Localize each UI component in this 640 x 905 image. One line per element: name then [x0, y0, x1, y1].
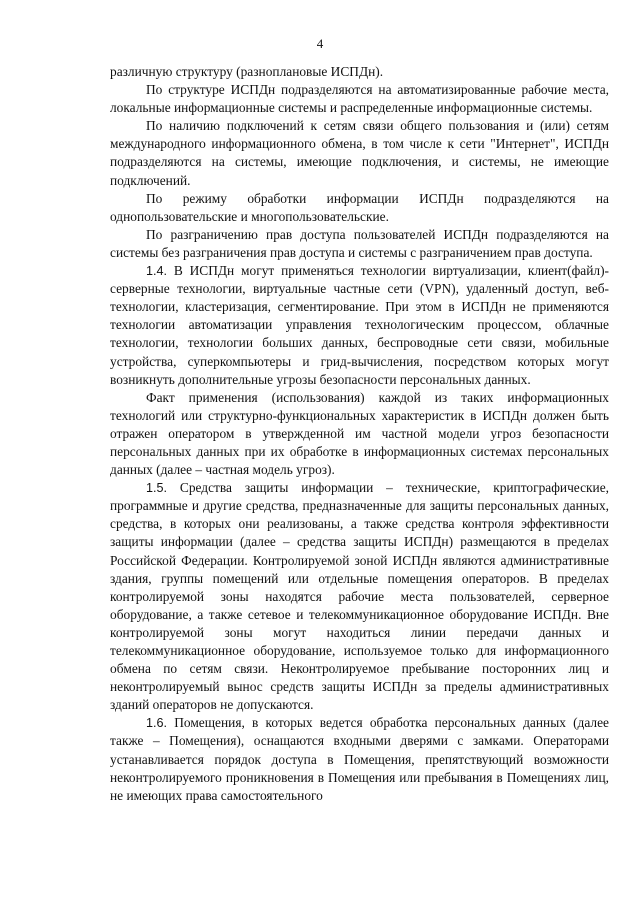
section-number: 1.4. — [146, 264, 168, 279]
paragraph — [110, 190, 609, 226]
section-paragraph — [110, 714, 609, 804]
paragraph — [110, 81, 609, 117]
paragraph — [110, 389, 609, 479]
paragraph-text: В ИСПДн могут применяться технологии виртуализации, клиент(файл)-серверные технологии, виртуальные частные сети (VPN), удаленный доступ, веб-технологии, кластеризация, сегментирование. При этом в ИСПДн не применяются технологии автоматизации управления технологическим процессом, облачные технологии, технологии больших данных, беспроводные сети связи, мобильные устройства, суперкомпьютеры и грид-вычисления, посредством которых могут возникнуть дополнительные угрозы безопасности персональных данных. — [110, 263, 609, 387]
paragraph-text: По режиму обработки информации ИСПДн подразделяются на однопользовательские и многопользовательские. — [110, 190, 609, 224]
paragraph-text: По структуре ИСПДн подразделяются на автоматизированные рабочие места, локальные информационные системы и распределенные информационные системы. — [110, 82, 609, 116]
page-number: 4 — [316, 36, 324, 51]
paragraph-text: По наличию подключений к сетям связи общего пользования и (или) сетям международного информационного обмена, в том числе к сети "Интернет", ИСПДн подразделяются на системы, имеющие подключения, и системы, не имеющие подключений. — [110, 118, 609, 188]
section-number: 1.6. — [146, 716, 168, 731]
paragraph-text: По разграничению прав доступа пользователей ИСПДн подразделяются на системы без разграничения прав доступа и системы с разграничением прав доступа. — [110, 226, 609, 260]
section-paragraph — [110, 479, 609, 714]
document-body — [110, 63, 609, 805]
paragraph-text: различную структуру (разноплановые ИСПДн). — [110, 64, 384, 79]
paragraph — [110, 226, 609, 262]
paragraph-text: Помещения, в которых ведется обработка персональных данных (далее также – Помещения), оснащаются входными дверями с замками. Операторами устанавливается порядок доступа в Помещения, препятствующий возможности неконтролируемого проникновения в Помещения или пребывания в Помещениях лиц, не имеющих права самостоятельного — [110, 715, 609, 803]
paragraph — [110, 117, 609, 189]
section-paragraph — [110, 262, 609, 389]
paragraph — [110, 63, 609, 81]
paragraph-text: Факт применения (использования) каждой из таких информационных технологий или структурно-функциональных характеристик в ИСПДн должен быть отражен оператором в утвержденной им частной модели угроз безопасности персональных данных при их обработке в информационных системах персональных данных (далее – частная модель угроз). — [110, 389, 609, 478]
section-number: 1.5. — [146, 481, 168, 496]
paragraph-text: Средства защиты информации – технические, криптографические, программные и другие средства, предназначенные для защиты персональных данных, средства, в которых они реализованы, а также средства контроля эффективности защиты информации (далее – средства защиты ИСПДн) размещаются в пределах Российской Федерации. Контролируемой зоной ИСПДн являются административные здания, группы помещений или отдельные помещения операторов. В пределах контролируемой зоны находятся рабочие места пользователей, серверное оборудование, а также сетевое и телекоммуникационное оборудование ИСПДн. Вне контролируемой зоны могут находиться линии передачи данных и телекоммуникационное оборудование, используемое только для информационного обмена по сетям связи. Неконтролируемое пребывание посторонних лиц и неконтролируемый вынос средств защиты ИСПДн за пределы административных зданий операторов не допускаются. — [110, 480, 609, 713]
